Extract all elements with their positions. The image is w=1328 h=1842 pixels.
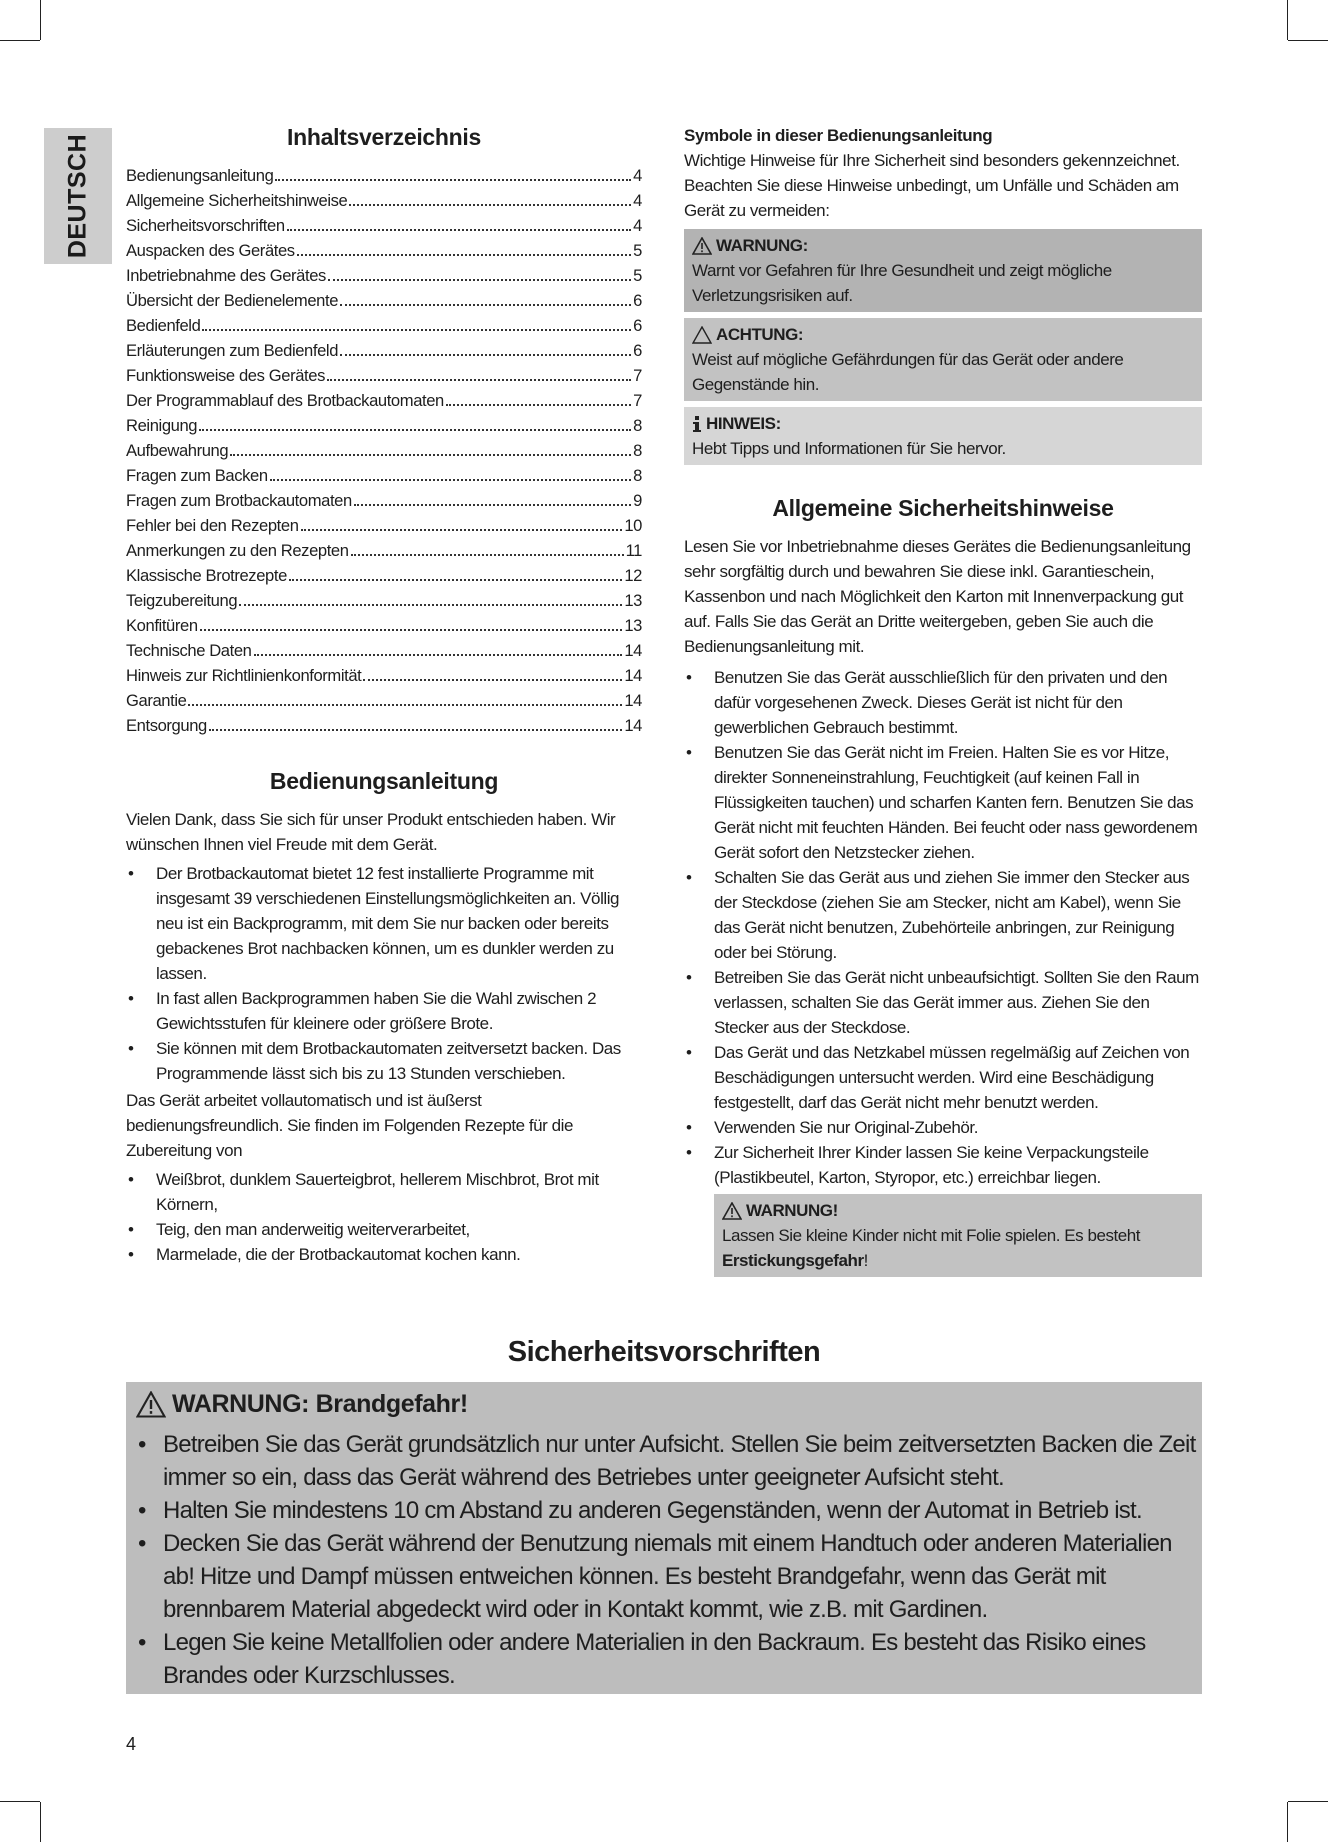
toc-entry	[126, 688, 642, 713]
warning-triangle-icon	[722, 1202, 742, 1220]
list-item: • Benutzen Sie das Gerät ausschließlich für den privaten und den dafür vorgesehenen Zweck. Dieses Gerät ist nicht für den gewerblichen Gebrauch bestimmt.	[684, 665, 1202, 740]
toc-entry-label: Auspacken des Gerätes	[126, 241, 295, 260]
sicherheitsvorschriften-bullets	[132, 1428, 1196, 1692]
toc-leader-dots	[202, 329, 631, 331]
crop-mark	[0, 1801, 40, 1802]
toc-entry-page: 8	[633, 466, 642, 485]
warning-triangle-icon	[136, 1391, 166, 1418]
toc-leader-dots	[239, 604, 622, 606]
toc-entry-page: 6	[633, 316, 642, 335]
toc-title: Inhaltsverzeichnis	[286, 124, 481, 150]
toc-entry-label: Sicherheitsvorschriften	[126, 216, 285, 235]
allgemeine-title: Allgemeine Sicherheitshinweise	[772, 495, 1114, 521]
language-tab	[44, 128, 112, 264]
toc-leader-dots	[349, 204, 631, 206]
toc-leader-dots	[340, 304, 631, 306]
symbole-intro: Wichtige Hinweise für Ihre Sicherheit sind besonders gekennzeichnet. Beachten Sie diese Hinweise unbedingt, um Unfälle und Schäden am Gerät zu vermeiden:	[684, 151, 1180, 220]
toc-leader-dots	[254, 654, 623, 656]
toc-entry-label: Teigzubereitung	[126, 591, 238, 610]
toc-entry	[126, 388, 642, 413]
toc-leader-dots	[270, 479, 631, 481]
allgemeine-bullets	[684, 665, 1202, 1190]
brandgefahr-label: WARNUNG: Brandgefahr!	[172, 1390, 468, 1418]
toc-entry-page: 13	[624, 591, 642, 610]
toc-entry-label: Technische Daten	[126, 641, 252, 660]
toc-leader-dots	[287, 229, 632, 231]
toc-entry-label: Reinigung	[126, 416, 198, 435]
crop-mark	[1288, 1801, 1328, 1802]
info-icon	[692, 415, 702, 433]
list-item: • Der Brotbackautomat bietet 12 fest installierte Programme mit insgesamt 39 verschiedenen Einstellungsmöglichkeiten an. Völlig neu ist ein Backprogramm, mit dem Sie nur backen oder bereits gebackenes Brot nachbacken können, um es dunkler werden zu lassen.	[126, 861, 642, 986]
toc-entry	[126, 613, 642, 638]
toc-entry-page: 12	[624, 566, 642, 585]
page-number: 4	[126, 1734, 137, 1754]
toc-entry-page: 13	[624, 616, 642, 635]
toc-entry	[126, 638, 642, 663]
achtung-label: ACHTUNG:	[716, 325, 804, 344]
warnung-box	[684, 229, 1202, 312]
warnung-label: WARNUNG:	[716, 236, 808, 255]
toc-entry-label: Der Programmablauf des Brotbackautomaten	[126, 391, 444, 410]
toc-leader-dots	[297, 254, 631, 256]
toc-entry-page: 7	[633, 366, 642, 385]
right-column	[684, 124, 1202, 1277]
toc-entry-label: Aufbewahrung	[126, 441, 229, 460]
toc-entry	[126, 538, 642, 563]
list-item: • Sie können mit dem Brotbackautomaten zeitversetzt backen. Das Programmende lässt sich bis zu 13 Stunden verschieben.	[126, 1036, 642, 1086]
toc-entry-page: 6	[633, 341, 642, 360]
crop-mark	[0, 40, 40, 41]
list-item: • Legen Sie keine Metallfolien oder andere Materialien in den Backraum. Es besteht das Risiko eines Brandes oder Kurzschlusses.	[132, 1626, 1196, 1692]
toc-entry-label: Bedienungsanleitung	[126, 166, 274, 185]
toc-entry-page: 8	[633, 441, 642, 460]
toc-entry	[126, 588, 642, 613]
toc-entry-page: 14	[624, 691, 642, 710]
warn-bold-text: Erstickungsgefahr	[722, 1251, 864, 1270]
hinweis-text: Hebt Tipps und Informationen für Sie hervor.	[692, 439, 1006, 458]
toc-entry-page: 5	[633, 266, 642, 285]
toc-entry-label: Klassische Brotrezepte	[126, 566, 287, 585]
toc-entry	[126, 563, 642, 588]
language-tab-label: DEUTSCH	[63, 133, 92, 259]
toc-entry-page: 14	[624, 641, 642, 660]
crop-mark	[1288, 40, 1328, 41]
toc-leader-dots	[340, 354, 631, 356]
erstickung-warn-label: WARNUNG!	[746, 1201, 838, 1220]
hinweis-box	[684, 407, 1202, 465]
toc-entry-page: 10	[624, 516, 642, 535]
list-item: • Decken Sie das Gerät während der Benutzung niemals mit einem Handtuch oder anderen Materialien ab! Hitze und Dampf müssen entweichen können. Es besteht Brandgefahr, wenn das Gerät mit brennbarem Material abgedeckt wird oder in Kontakt kommt, wie z.B. mit Gardinen.	[132, 1527, 1196, 1626]
toc-entry-label: Erläuterungen zum Bedienfeld	[126, 341, 339, 360]
toc-entry	[126, 263, 642, 288]
toc-entry-page: 6	[633, 291, 642, 310]
toc-entry-page: 4	[633, 191, 642, 210]
toc-entry	[126, 663, 642, 688]
list-item: • Teig, den man anderweitig weiterverarbeitet,	[126, 1217, 642, 1242]
toc-entry-page: 11	[625, 541, 642, 560]
toc-entry	[126, 413, 642, 438]
caution-triangle-icon	[692, 326, 712, 344]
toc-entry-page: 9	[633, 491, 642, 510]
warning-triangle-icon	[692, 237, 712, 255]
bedienungsanleitung-bullets2	[126, 1167, 642, 1267]
toc-leader-dots	[327, 379, 631, 381]
toc-entry-page: 5	[633, 241, 642, 260]
toc-entry-label: Übersicht der Bedienelemente	[126, 291, 339, 310]
list-item: • Benutzen Sie das Gerät nicht im Freien. Halten Sie es vor Hitze, direkter Sonneneinstrahlung, Feuchtigkeit (auf keinen Fall in Flüssigkeiten tauchen) und scharfen Kanten fern. Benutzen Sie das Gerät nicht mit feuchten Händen. Bei feucht oder nass gewordenem Gerät sofort den Netzstecker ziehen.	[684, 740, 1202, 865]
toc-entry	[126, 213, 642, 238]
list-item: • Schalten Sie das Gerät aus und ziehen Sie immer den Stecker aus der Steckdose (ziehen Sie am Stecker, nicht am Kabel), wenn Sie das Gerät nicht benutzen, Zubehörteile anbringen, zur Reinigung oder bei Störung.	[684, 865, 1202, 965]
toc-entry	[126, 288, 642, 313]
achtung-box	[684, 318, 1202, 401]
toc-entry-label: Fragen zum Brotbackautomaten	[126, 491, 352, 510]
toc-leader-dots	[354, 504, 631, 506]
bedienungsanleitung-bullets	[126, 861, 642, 1086]
list-item: • Betreiben Sie das Gerät nicht unbeaufsichtigt. Sollten Sie den Raum verlassen, schalten Sie das Gerät immer aus. Ziehen Sie den Stecker aus der Steckdose.	[684, 965, 1202, 1040]
toc-leader-dots	[363, 679, 622, 681]
toc-entry-label: Funktionsweise des Gerätes	[126, 366, 325, 385]
left-column	[126, 124, 642, 1267]
list-item: • Zur Sicherheit Ihrer Kinder lassen Sie keine Verpackungsteile (Plastikbeutel, Karton, Styropor, etc.) erreichbar liegen.	[684, 1140, 1202, 1190]
toc-leader-dots	[200, 629, 623, 631]
toc-entry-label: Konfitüren	[126, 616, 198, 635]
toc-entry-label: Inbetriebnahme des Gerätes	[126, 266, 326, 285]
toc-entry	[126, 238, 642, 263]
crop-mark	[40, 1802, 41, 1842]
toc-entry	[126, 513, 642, 538]
toc-leader-dots	[301, 529, 623, 531]
toc-entry-label: Anmerkungen zu den Rezepten	[126, 541, 349, 560]
toc-leader-dots	[209, 729, 622, 731]
toc-entry-label: Garantie	[126, 691, 187, 710]
erstickung-warn-text	[722, 1223, 1194, 1273]
list-item: • In fast allen Backprogrammen haben Sie die Wahl zwischen 2 Gewichtsstufen für kleinere oder größere Brote.	[126, 986, 642, 1036]
list-item: • Das Gerät und das Netzkabel müssen regelmäßig auf Zeichen von Beschädigungen untersucht werden. Wird eine Beschädigung festgestellt, darf das Gerät nicht mehr benutzt werden.	[684, 1040, 1202, 1115]
list-item: • Halten Sie mindestens 10 cm Abstand zu anderen Gegenständen, wenn der Automat in Betrieb ist.	[132, 1494, 1196, 1527]
toc-entry-page: 4	[633, 166, 642, 185]
toc-entry-label: Fragen zum Backen	[126, 466, 268, 485]
toc-leader-dots	[446, 404, 631, 406]
toc-entry	[126, 188, 642, 213]
warn-end: !	[863, 1251, 868, 1270]
toc-entry-label: Fehler bei den Rezepten	[126, 516, 299, 535]
toc-entry-page: 8	[633, 416, 642, 435]
sicherheitsvorschriften-title: Sicherheitsvorschriften	[507, 1336, 821, 1368]
toc-entry	[126, 438, 642, 463]
toc-entry	[126, 338, 642, 363]
toc-entry-label: Hinweis zur Richtlinienkonformität	[126, 666, 362, 685]
toc-leader-dots	[289, 579, 622, 581]
symbole-title: Symbole in dieser Bedienungsanleitung	[684, 126, 993, 145]
list-item: • Marmelade, die der Brotbackautomat kochen kann.	[126, 1242, 642, 1267]
crop-mark	[1287, 1802, 1288, 1842]
bedienungsanleitung-intro: Vielen Dank, dass Sie sich für unser Produkt entschieden haben. Wir wünschen Ihnen viel Freude mit dem Gerät.	[126, 810, 616, 854]
toc-leader-dots	[275, 179, 631, 181]
toc-entry-page: 7	[633, 391, 642, 410]
brandgefahr-warn-box	[126, 1382, 1202, 1694]
list-item: • Weißbrot, dunklem Sauerteigbrot, hellerem Mischbrot, Brot mit Körnern,	[126, 1167, 642, 1217]
warnung-text: Warnt vor Gefahren für Ihre Gesundheit und zeigt mögliche Verletzungsrisiken auf.	[692, 261, 1112, 305]
toc-entry-label: Bedienfeld	[126, 316, 201, 335]
toc-entry	[126, 488, 642, 513]
toc-leader-dots	[188, 704, 622, 706]
list-item: • Verwenden Sie nur Original-Zubehör.	[684, 1115, 1202, 1140]
toc-entry	[126, 713, 642, 738]
toc-entry	[126, 463, 642, 488]
bedienungsanleitung-para2: Das Gerät arbeitet vollautomatisch und ist äußerst bedienungsfreundlich. Sie finden im Folgenden Rezepte für die Zubereitung von	[126, 1091, 573, 1160]
bedienungsanleitung-title: Bedienungsanleitung	[269, 768, 499, 794]
toc-entry-page: 14	[624, 666, 642, 685]
toc-entry-label: Entsorgung	[126, 716, 207, 735]
table-of-contents	[126, 163, 642, 738]
toc-entry	[126, 363, 642, 388]
list-item: • Betreiben Sie das Gerät grundsätzlich nur unter Aufsicht. Stellen Sie beim zeitversetzten Backen die Zeit immer so ein, dass das Gerät während des Betriebes unter geeigneter Aufsicht steht.	[132, 1428, 1196, 1494]
toc-entry-page: 4	[633, 216, 642, 235]
toc-leader-dots	[199, 429, 631, 431]
toc-entry-page: 14	[624, 716, 642, 735]
toc-leader-dots	[230, 454, 631, 456]
hinweis-label: HINWEIS:	[706, 414, 781, 433]
allgemeine-intro: Lesen Sie vor Inbetriebnahme dieses Gerätes die Bedienungsanleitung sehr sorgfältig durch und bewahren Sie diese inkl. Garantieschein, Kassenbon und nach Möglichkeit den Karton mit Innenverpackung gut auf. Falls Sie das Gerät an Dritte weitergeben, geben Sie auch die Bedienungsanleitung mit.	[684, 537, 1191, 656]
toc-leader-dots	[328, 279, 631, 281]
toc-entry	[126, 163, 642, 188]
crop-mark	[1287, 0, 1288, 40]
erstickung-warn-box	[714, 1194, 1202, 1277]
toc-entry-label: Allgemeine Sicherheitshinweise	[126, 191, 348, 210]
toc-leader-dots	[351, 554, 624, 556]
toc-entry	[126, 313, 642, 338]
warn-text: Lassen Sie kleine Kinder nicht mit Folie spielen. Es besteht	[722, 1226, 1141, 1245]
achtung-text: Weist auf mögliche Gefährdungen für das Gerät oder andere Gegenstände hin.	[692, 350, 1124, 394]
crop-mark	[40, 0, 41, 40]
